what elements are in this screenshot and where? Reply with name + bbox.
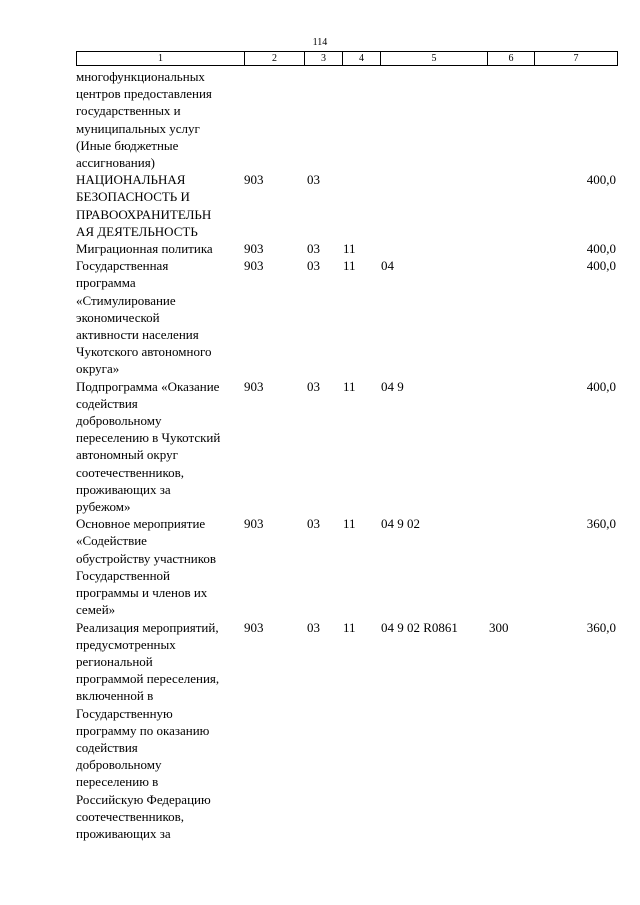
row-target-article: 04 9 02 [381, 516, 420, 532]
row-section-code: 03 [307, 619, 320, 635]
row-publisher-code: 903 [244, 516, 264, 532]
row-section-code: 03 [307, 258, 320, 274]
row-name-line: добровольному [76, 413, 162, 429]
row-name-line: программу по оказанию [76, 722, 210, 738]
row-name-line: проживающих за [76, 481, 171, 497]
row-section-code: 03 [307, 241, 320, 257]
row-target-article: 04 9 [381, 378, 404, 394]
column-header-3: 3 [305, 52, 343, 66]
row-name-line: Чукотского автономного [76, 344, 212, 360]
row-name-line: рубежом» [76, 499, 131, 515]
row-subsection-code: 11 [343, 516, 356, 532]
row-name-line: центров предоставления [76, 86, 212, 102]
row-name [76, 619, 246, 843]
column-header-1: 1 [77, 52, 245, 66]
table-row [76, 257, 616, 377]
column-header-table [76, 51, 618, 66]
row-name-line: Подпрограмма «Оказание [76, 378, 220, 394]
row-name-line: государственных и [76, 103, 181, 119]
row-name-line: «Содействие [76, 533, 147, 549]
budget-rows [76, 68, 616, 842]
row-name [76, 378, 246, 516]
row-name-line: региональной [76, 653, 153, 669]
row-amount: 400,0 [586, 172, 616, 188]
row-name-line: БЕЗОПАСНОСТЬ И [76, 189, 190, 205]
row-amount: 360,0 [586, 516, 616, 532]
row-name-line: включенной в [76, 688, 154, 704]
row-name-line: «Стимулирование [76, 292, 176, 308]
row-name-line: ассигнования) [76, 155, 156, 171]
table-row [76, 240, 616, 257]
row-name [76, 68, 246, 171]
row-target-article: 04 9 02 R0861 [381, 619, 458, 635]
row-name-line: Реализация мероприятий, [76, 619, 219, 635]
row-name-line: переселению в [76, 774, 159, 790]
row-name-line: (Иные бюджетные [76, 137, 179, 153]
row-publisher-code: 903 [244, 258, 264, 274]
row-name-line: Основное мероприятие [76, 516, 206, 532]
row-amount: 360,0 [586, 619, 616, 635]
row-name [76, 257, 246, 377]
column-header-4: 4 [343, 52, 381, 66]
column-header-6: 6 [488, 52, 535, 66]
row-name-line: НАЦИОНАЛЬНАЯ [76, 172, 186, 188]
row-name-line: ПРАВООХРАНИТЕЛЬН [76, 206, 212, 222]
row-name-line: Государственную [76, 705, 173, 721]
row-publisher-code: 903 [244, 619, 264, 635]
row-subsection-code: 11 [343, 241, 356, 257]
row-publisher-code: 903 [244, 378, 264, 394]
row-name-line: добровольному [76, 757, 162, 773]
row-name-line: АЯ ДЕЯТЕЛЬНОСТЬ [76, 223, 198, 239]
row-name-line: содействия [76, 739, 138, 755]
row-name-line: муниципальных услуг [76, 120, 200, 136]
page-number: 114 [312, 37, 328, 48]
row-amount: 400,0 [586, 378, 616, 394]
column-header-5: 5 [381, 52, 488, 66]
row-name-line: предусмотренных [76, 636, 176, 652]
row-section-code: 03 [307, 516, 320, 532]
row-target-article: 04 [381, 258, 394, 274]
table-row [76, 515, 616, 618]
row-name-line: содействия [76, 395, 138, 411]
row-name-line: многофункциональных [76, 69, 205, 84]
table-row [76, 378, 616, 516]
row-name-line: округа» [76, 361, 120, 377]
row-expense-type: 300 [489, 619, 509, 635]
row-amount: 400,0 [586, 258, 616, 274]
row-section-code: 03 [307, 378, 320, 394]
row-name-line: активности населения [76, 327, 199, 343]
column-header-7: 7 [535, 52, 618, 66]
row-name [76, 240, 246, 257]
row-name-line: Миграционная политика [76, 241, 213, 257]
row-section-code: 03 [307, 172, 320, 188]
row-name-line: соотечественников, [76, 808, 185, 824]
row-publisher-code: 903 [244, 172, 264, 188]
table-row [76, 619, 616, 843]
row-name-line: программой переселения, [76, 671, 220, 687]
row-amount: 400,0 [586, 241, 616, 257]
row-name [76, 515, 246, 618]
row-name-line: проживающих за [76, 825, 171, 841]
row-name-line: автономный округ [76, 447, 178, 463]
row-name-line: Российскую Федерацию [76, 791, 211, 807]
row-subsection-code: 11 [343, 258, 356, 274]
row-subsection-code: 11 [343, 619, 356, 635]
row-name-line: программа [76, 275, 136, 291]
row-name-line: экономической [76, 309, 160, 325]
row-name-line: Государственной [76, 567, 171, 583]
row-name-line: семей» [76, 602, 116, 618]
row-name [76, 171, 246, 240]
row-name-line: обустройству участников [76, 550, 217, 566]
row-subsection-code: 11 [343, 378, 356, 394]
row-publisher-code: 903 [244, 241, 264, 257]
table-row [76, 171, 616, 240]
row-name-line: программы и членов их [76, 585, 208, 601]
column-header-2: 2 [245, 52, 305, 66]
row-name-line: Государственная [76, 258, 169, 274]
row-name-line: переселению в Чукотский [76, 430, 221, 446]
table-row [76, 68, 616, 171]
row-name-line: соотечественников, [76, 464, 185, 480]
column-header-row [77, 52, 618, 66]
